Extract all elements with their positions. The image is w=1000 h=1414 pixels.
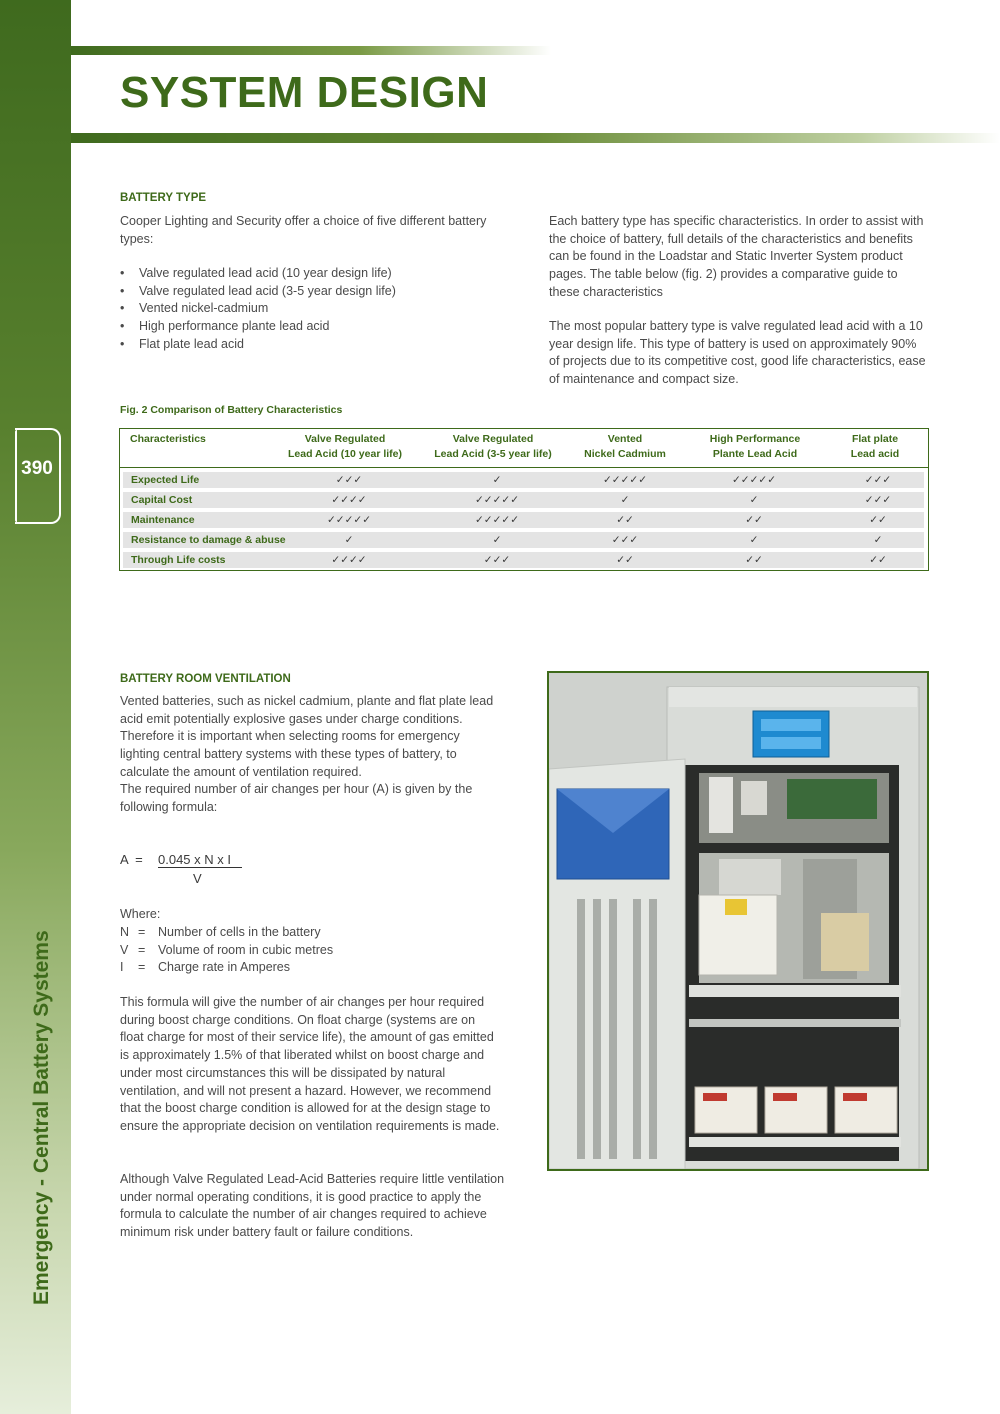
table-cell: ✓✓: [616, 554, 634, 566]
battery-type-right-para2: The most popular battery type is valve regulated lead acid with a 10 year design life. This type of battery is used on approximately 90% of projects due to its competitive cost, good life characteristics, ease of maintenance and compact size.: [549, 319, 926, 387]
column-header-line2: Lead Acid (10 year life): [288, 448, 402, 460]
battery-type-heading: BATTERY TYPE: [120, 192, 207, 204]
column-header: [423, 432, 563, 462]
battery-cabinet-photo: [547, 671, 929, 1171]
where-label: Where:: [120, 907, 161, 921]
ventilation-para3: Although Valve Regulated Lead-Acid Batteries require little ventilation under normal operating conditions, it is good practice to apply the formula to calculate the number of air changes required to achieve minimum risk under battery fault or failure conditions.: [120, 1172, 505, 1240]
ventilation-para2: This formula will give the number of air changes per hour required during boost charge conditions. On float charge (systems are on float charge for most of their service life), the amount of gas emitted is approximately 1.5% of that liberated whilst on boost charge and under most circumstances this will be dissipated by natural ventilation, and will not present a hazard. However, we recommend that the boost charge condition is allowed for at the design stage to ensure the appropriate decision on ventilation requirements is made.: [120, 995, 500, 1133]
section-title: Emergency - Central Battery Systems: [30, 930, 53, 1305]
column-header-line1: High Performance: [709, 433, 801, 445]
table-cell: ✓: [620, 494, 630, 506]
table-header-label: Characteristics: [130, 433, 206, 445]
column-header-line1: Valve Regulated: [304, 433, 386, 445]
column-header-line2: Nickel Cadmium: [584, 448, 666, 460]
formula-numerator: 0.045 x N x I: [158, 852, 242, 868]
table-cell: ✓✓✓✓: [331, 554, 367, 566]
definition-symbol: N: [120, 925, 130, 939]
table-row: [123, 472, 924, 488]
list-item: • High performance plante lead acid: [120, 318, 396, 336]
row-label: Expected Life: [131, 474, 200, 486]
ventilation-heading: BATTERY ROOM VENTILATION: [120, 673, 291, 685]
definition-equals: =: [138, 925, 146, 939]
table-row: [123, 492, 924, 508]
page-number-box: [15, 428, 61, 524]
column-header: [830, 432, 920, 462]
ventilation-para1b: The required number of air changes per hour (A) is given by the following formula:: [120, 782, 473, 814]
title-top-rule: [71, 46, 551, 55]
column-header-line1: Valve Regulated: [452, 433, 534, 445]
table-cell: ✓✓: [745, 554, 763, 566]
row-label: Resistance to damage & abuse: [131, 534, 286, 546]
table-cell: ✓✓: [869, 554, 887, 566]
table-cell: ✓✓✓: [864, 474, 892, 486]
definition-symbol: I: [120, 960, 124, 975]
definition-equals: =: [138, 960, 146, 975]
table-cell: ✓: [749, 534, 759, 546]
table-header: [120, 429, 928, 468]
table-cell: ✓✓✓✓✓: [732, 474, 776, 486]
table-cell: ✓: [749, 494, 759, 506]
page-number: 390: [21, 458, 53, 479]
definitions-list: [120, 924, 333, 977]
table-cell: ✓✓: [869, 514, 887, 526]
ventilation-para1: Vented batteries, such as nickel cadmium, plante and flat plate lead acid emit potentially explosive gases under charge conditions. Therefore it is important when selecting rooms for emergency lighting central battery systems with these types of battery, to calculate the amount of ventilation required.: [120, 694, 494, 779]
figure-caption: Fig. 2 Comparison of Battery Characteristics: [120, 404, 343, 416]
table-cell: ✓✓✓✓✓: [603, 474, 647, 486]
table-cell: ✓✓: [745, 514, 763, 526]
definition-symbol: V: [120, 942, 129, 957]
battery-type-intro: Cooper Lighting and Security offer a choice of five different battery types:: [120, 214, 487, 246]
list-item: • Valve regulated lead acid (3-5 year design life): [120, 283, 396, 301]
definition-row: [120, 959, 333, 977]
formula-denominator: V: [193, 871, 202, 886]
table-cell: ✓✓✓: [611, 534, 639, 546]
table-cell: ✓✓✓: [483, 554, 511, 566]
definition-text: Volume of room in cubic metres: [158, 942, 334, 957]
list-item: • Vented nickel-cadmium: [120, 300, 396, 318]
display-panel: [753, 711, 829, 757]
comparison-table: [119, 428, 929, 571]
table-cell: ✓✓✓✓✓: [475, 494, 519, 506]
table-cell: ✓: [492, 474, 502, 486]
column-header-line1: Flat plate: [851, 433, 899, 445]
column-header-line2: Lead acid: [850, 448, 900, 460]
definition-row: [120, 942, 333, 960]
battery-type-list: [120, 265, 396, 354]
definition-row: [120, 924, 333, 942]
column-header: [690, 432, 820, 462]
table-row: [123, 532, 924, 548]
column-header-line1: Vented: [607, 433, 643, 445]
column-header-line2: Lead Acid (3-5 year life): [434, 448, 552, 460]
column-header-line2: Plante Lead Acid: [712, 448, 798, 460]
formula-lhs: A =: [120, 852, 143, 867]
definition-text: Number of cells in the battery: [158, 925, 321, 939]
table-cell: ✓✓✓✓✓: [327, 514, 371, 526]
table-cell: ✓: [344, 534, 354, 546]
row-label: Capital Cost: [131, 494, 193, 506]
table-row: [123, 552, 924, 568]
definition-equals: =: [138, 942, 146, 957]
table-cell: ✓: [873, 534, 883, 546]
cabinet-illustration: [549, 673, 927, 1169]
row-label: Maintenance: [131, 514, 195, 526]
table-cell: ✓✓: [616, 514, 634, 526]
page-title: SYSTEM DESIGN: [120, 68, 489, 117]
table-row: [123, 512, 924, 528]
battery-type-right-para1: Each battery type has specific characteristics. In order to assist with the choice of battery, full details of the characteristics and benefits can be found in the Loadstar and Static Inverter System product pages. The table below (fig. 2) provides a comparative guide to these characteristics: [549, 214, 924, 299]
list-item: • Flat plate lead acid: [120, 336, 396, 354]
list-item: • Valve regulated lead acid (10 year design life): [120, 265, 396, 283]
table-cell: ✓✓✓: [335, 474, 363, 486]
table-cell: ✓✓✓: [864, 494, 892, 506]
title-bottom-rule: [71, 133, 1000, 143]
row-label: Through Life costs: [131, 554, 226, 566]
definition-text: Charge rate in Amperes: [158, 960, 291, 975]
ventilation-formula: [120, 852, 231, 886]
table-cell: ✓✓✓✓✓: [475, 514, 519, 526]
circuit-board: [787, 779, 877, 819]
table-cell: ✓✓✓✓: [331, 494, 367, 506]
table-cell: ✓: [492, 534, 502, 546]
column-header: [277, 432, 413, 462]
column-header: [575, 432, 675, 462]
